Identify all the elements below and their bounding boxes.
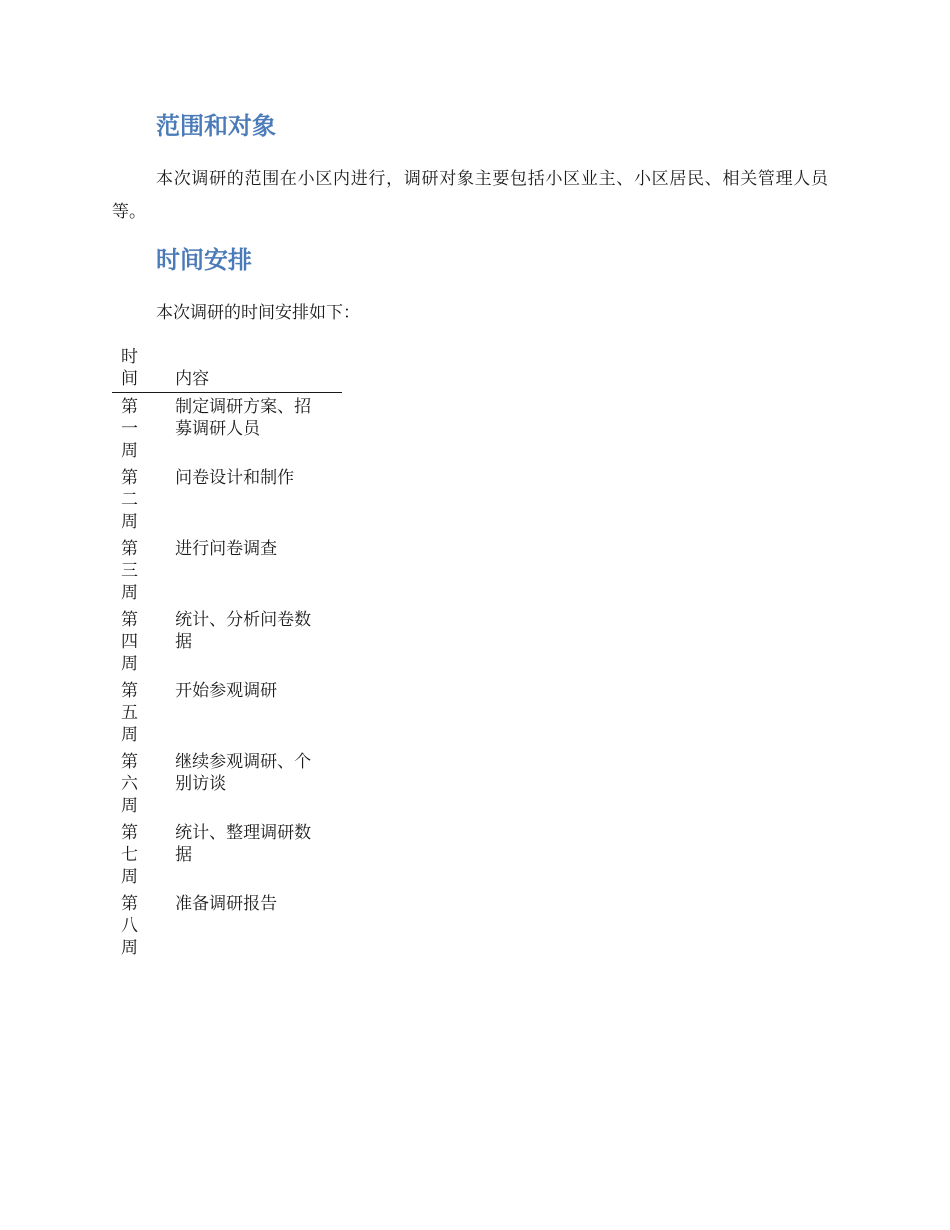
table-cell-content: 准备调研报告	[175, 894, 278, 914]
table-row	[112, 538, 342, 609]
section-paragraph-scope: 本次调研的范围在小区内进行，调研对象主要包括小区业主、小区居民、相关管理人员等。	[112, 169, 828, 222]
table-row	[112, 467, 342, 538]
table-header-content: 内容	[141, 346, 342, 393]
table-cell-content: 开始参观调研	[175, 681, 278, 701]
table-cell-time: 第二周	[121, 468, 138, 532]
section-heading-schedule: 时间安排	[156, 246, 252, 274]
table-cell-content: 统计、分析问卷数据	[175, 610, 312, 652]
table-row	[112, 893, 342, 964]
table-cell-content: 制定调研方案、招募调研人员	[175, 397, 312, 439]
table-cell-time: 第五周	[121, 681, 138, 745]
table-cell-time: 第八周	[121, 894, 138, 958]
table-cell-time: 第三周	[121, 539, 138, 603]
table-cell-content: 进行问卷调查	[175, 539, 278, 559]
table-row	[112, 751, 342, 822]
section-heading-scope: 范围和对象	[156, 112, 276, 140]
section-paragraph-schedule: 本次调研的时间安排如下：	[156, 303, 360, 323]
table-cell-time: 第六周	[121, 752, 138, 816]
table-cell-content: 统计、整理调研数据	[175, 823, 312, 865]
table-cell-time: 第一周	[121, 397, 138, 461]
table-header-time: 时间	[112, 346, 141, 393]
table-row	[112, 680, 342, 751]
table-row	[112, 393, 342, 468]
table-header-row	[112, 346, 342, 393]
table-cell-time: 第七周	[121, 823, 138, 887]
table-row	[112, 822, 342, 893]
table-row	[112, 609, 342, 680]
table-cell-time: 第四周	[121, 610, 138, 674]
table-cell-content: 问卷设计和制作	[175, 468, 295, 488]
table-cell-content: 继续参观调研、个别访谈	[175, 752, 312, 794]
schedule-table	[112, 346, 342, 964]
